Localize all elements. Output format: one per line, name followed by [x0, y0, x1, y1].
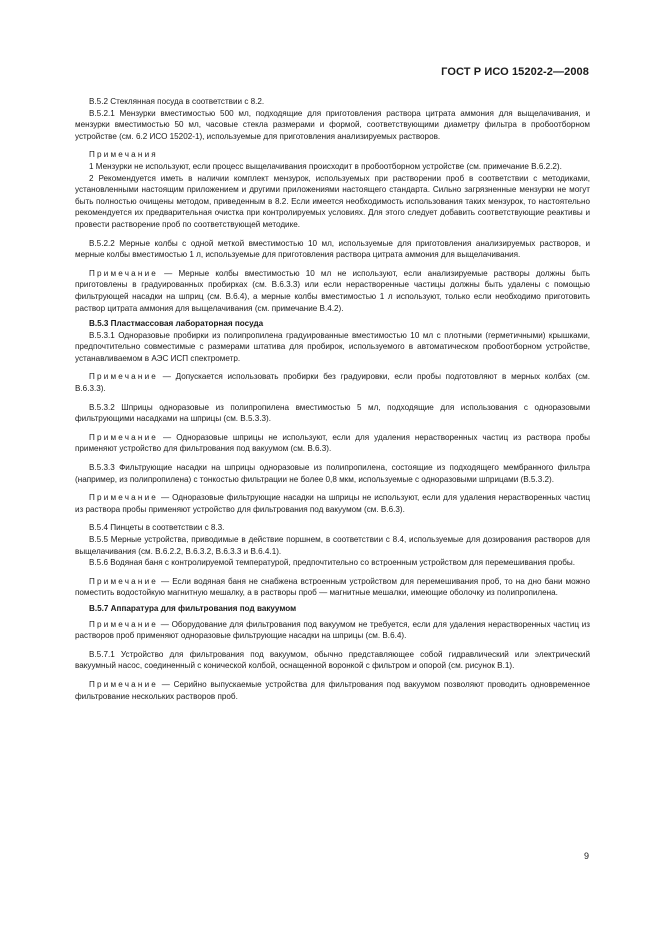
paragraph: В.5.2.2 Мерные колбы с одной меткой вместимостью 10 мл, используемые для приготовления анализируемых растворов, и мерные колбы вместимостью 1 л, используемые для приготовления раствора цитрата аммония для выщелачивания.: [75, 238, 590, 260]
note-text: — Если водяная баня не снабжена встроенным устройством для перемешивания проб, то на дно бани можно поместить водостойкую магнитную мешалку, а в растворы проб — магнитные мешалки, имеющие оболочку из полипропилена.: [75, 576, 590, 598]
note-label: Примечание: [89, 268, 159, 278]
note: [75, 619, 590, 642]
note-text: — Оборудование для фильтрования под вакуумом не требуется, если для удаления нерастворенных частиц из растворов проб применяют одноразовые фильтрующие насадки на шприцы (см. В.6.4).: [75, 619, 590, 641]
note-text: — Одноразовые фильтрующие насадки на шприцы не используют, если для удаления нерастворенных частиц из раствора пробы применяют устройство для фильтрования под вакуумом (см. В.6.3).: [75, 493, 590, 514]
note-label: Примечание: [89, 679, 159, 689]
note-text: — Мерные колбы вместимостью 10 мл не используют, если анализируемые растворы должны быть приготовлены в градуированных пробирках (см. В.6.3.3) или если нерастворенные частицы должны быть удалены с помощью фильтрующей насадки на шприц (см. В.6.4), а мерные колбы вместимостью 1 л используют, только если необходимо приготовить раствор цитрата аммония для выщелачивания (см. примечание В.4.2).: [75, 268, 590, 313]
paragraph: В.5.3.1 Одноразовые пробирки из полипропилена градуированные вместимостью 10 мл с плотными (герметичными) крышками, предпочтительно совместимые с размерами штатива для пробирок, используемого в автоматическом пробоотборном устройстве, устанавливаемом в АЭС ИСП спектрометр.: [75, 330, 590, 363]
paragraph: В.5.2 Стеклянная посуда в соответствии с 8.2.: [89, 97, 265, 106]
note-label: Примечания: [89, 150, 158, 160]
note-label: Примечание: [89, 493, 159, 503]
note: [75, 679, 590, 702]
paragraph: В.5.4 Пинцеты в соответствии с 8.3.: [89, 523, 225, 533]
note: [75, 492, 590, 515]
note-item: 1 Мензурки не используют, если процесс выщелачивания происходит в пробоотборном устройстве (см. примечание В.6.2.2).: [89, 161, 562, 171]
note-text: — Серийно выпускаемые устройства для фильтрования под вакуумом позволяют проводить одновременное фильтрование нескольких растворов проб.: [75, 679, 590, 701]
document-body: [75, 96, 590, 702]
page-number: 9: [583, 851, 589, 861]
note-label: Примечание: [89, 619, 159, 629]
paragraph: В.5.2.1 Мензурки вместимостью 500 мл, подходящие для приготовления раствора цитрата аммония для выщелачивания, и мензурки вместимостью 50 мл, часовые стекла размерами и формой, соответствующими диаметру фильтра в пробоотборном устройстве (см. 6.2 ИСО 15202-1), используемые для приготовления анализируемых растворов.: [75, 108, 590, 141]
notes-heading: [75, 149, 590, 161]
note: [75, 371, 590, 394]
paragraph: В.5.3.2 Шприцы одноразовые из полипропилена вместимостью 5 мл, подходящие для использования с одноразовыми фильтрующими насадками на шприцы (см. В.5.3.3).: [75, 402, 590, 424]
note: [75, 268, 590, 314]
note: [75, 576, 590, 599]
document-header: ГОСТ Р ИСО 15202-2—2008: [441, 66, 589, 78]
paragraph: В.5.5 Мерные устройства, приводимые в действие поршнем, в соответствии с 8.4, используемые для дозирования растворов для выщелачивания (см. В.6.2.2, В.6.3.2, В.6.3.3 и В.6.4.1).: [75, 535, 590, 556]
note: [75, 432, 590, 455]
note-label: Примечание: [89, 432, 159, 442]
note-item: 2 Рекомендуется иметь в наличии комплект мензурок, используемых при растворении проб в соответствии с методиками, установленными настоящим приложением и другими приложениями настоящего стандарта. Сильно загрязненные мензурки не могут быть полностью очищены методом, приведенным в 8.2. Если имеется необходимость использования таких мензурок, то настоятельно рекомендуется их предварительная очистка при контролируемых условиях. Для этого следует добавить соответствующие реактивы и провести растворение проб по соответствующей методике.: [75, 173, 590, 229]
paragraph: В.5.7.1 Устройство для фильтрования под вакуумом, обычно представляющее собой гидравлический или электрический вакуумный насос, соединенный с конической колбой, оснащенной воронкой с фильтром и опорой (см. рисунок В.1).: [75, 649, 590, 671]
note-text: — Одноразовые шприцы не используют, если для удаления нерастворенных частиц из раствора пробы применяют устройство для фильтрования под вакуумом (см. В.6.3).: [75, 432, 590, 454]
note-label: Примечание: [89, 372, 159, 382]
paragraph: В.5.6 Водяная баня с контролируемой температурой, предпочтительно со встроенным устройством для перемешивания пробы.: [89, 558, 576, 568]
section-heading: В.5.3 Пластмассовая лабораторная посуда: [89, 319, 264, 329]
note-label: Примечание: [89, 576, 159, 586]
paragraph: В.5.3.3 Фильтрующие насадки на шприцы одноразовые из полипропилена, состоящие из подходящего мембранного фильтра (например, из полипропилена) с тонкостью фильтрации не более 0,8 мкм, используемые с одноразовыми шприцами (В.5.3.2).: [75, 463, 590, 484]
section-heading: В.5.7 Аппаратура для фильтрования под вакуумом: [89, 603, 297, 613]
note-text: — Допускается использовать пробирки без градуировки, если пробы подготовляют в мерных колбах (см. В.6.3.3).: [75, 372, 590, 394]
